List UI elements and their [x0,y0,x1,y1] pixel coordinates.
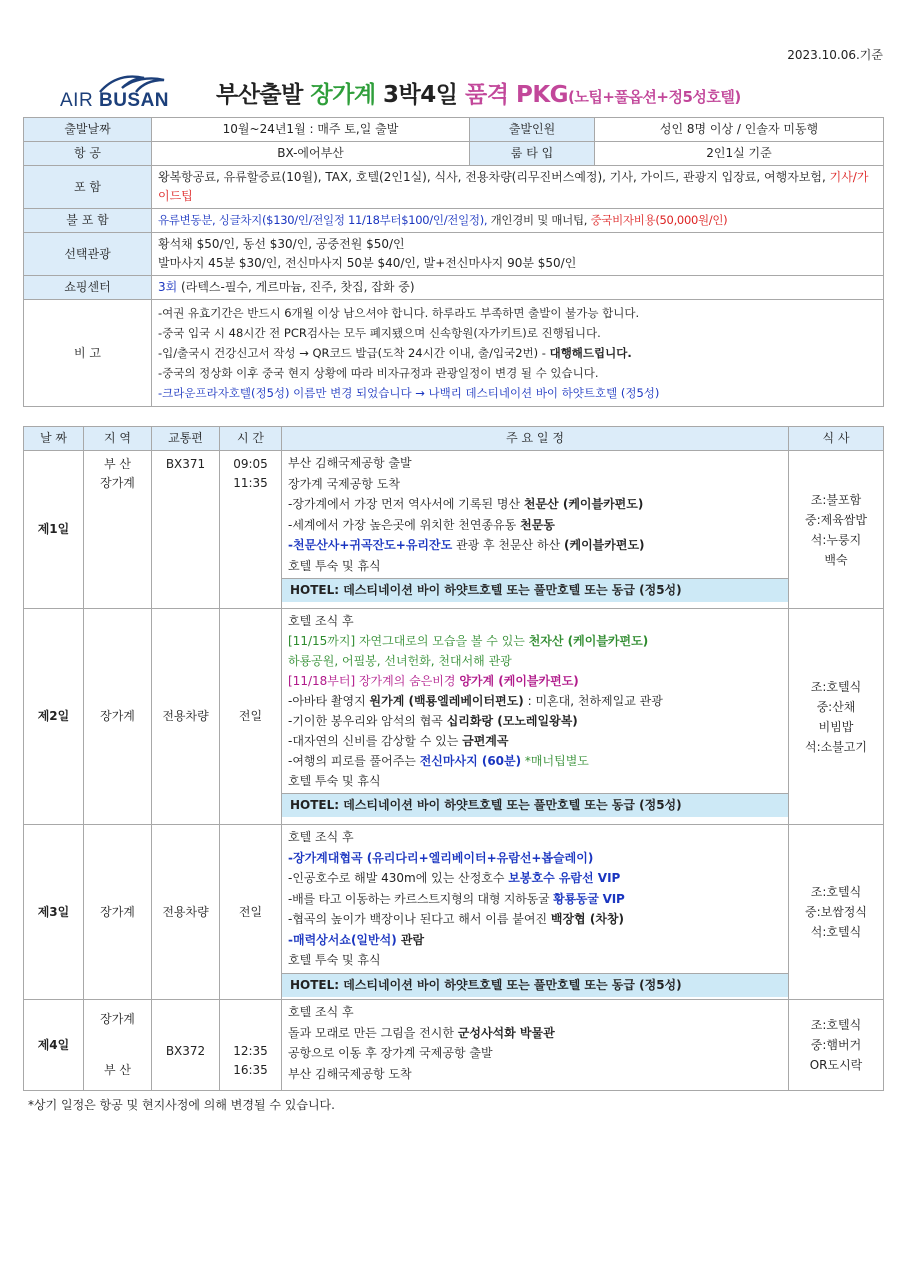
day2-meal4: 석:소불고기 [804,739,867,754]
reference-date: 2023.10.06.기준 [787,48,883,62]
include-tip: 기사/가이드팁 [158,170,869,203]
note-label: 비 고 [24,300,152,407]
footnote: *상기 일정은 항공 및 현지사정에 의해 변경될 수 있습니다. [28,1098,335,1112]
day2-label: 제2일 [24,609,84,825]
day3-time: 전일 [220,825,282,1000]
exclude-blue: 유류변동분, 싱글차지($130/인/전일정 11/18부터$100/인/전일정), [158,213,488,227]
exclude-label: 불 포 함 [24,209,152,233]
day2-line6-text: -기이한 봉우리와 암석의 협곡 [288,714,447,728]
note-3 [158,343,877,363]
day2-meal2: 중:산채 [816,699,856,714]
room-label: 룸 타 입 [470,142,595,166]
day3-line1: 호텔 조식 후 [288,830,354,844]
note-1: -여권 유효기간은 반드시 6개월 이상 남으셔야 합니다. 하루라도 부족하면 출발이 불가능 합니다. [158,306,640,320]
day3-line5-bold: 백장협 (차창) [550,912,624,926]
day4-line3: 공항으로 이동 후 장가계 국제공항 출발 [288,1046,493,1060]
air-value: BX-에어부산 [152,142,470,166]
day2-line1: 호텔 조식 후 [288,614,354,628]
day1-time2: 11:35 [233,476,268,490]
day3-line4 [288,889,782,910]
day4-transport: BX372 [152,1000,220,1091]
day2-region: 장가계 [84,609,152,825]
day1-line2: 장가계 국제공항 도착 [288,476,400,491]
note-4: -중국의 정상화 이후 중국 현지 상황에 따라 비자규정과 관광일정이 변경 될 수 있습니다. [158,366,599,380]
day1-line4-bold: 천문동 [520,517,555,532]
day1-label: 제1일 [24,451,84,609]
day1-meal2: 중:제육쌈밥 [804,512,867,527]
day2-line5-bold: 원가계 (백룡엘레베이터편도) [369,694,524,708]
day3-row [24,825,884,1000]
day2-line5-tail: : 미혼대, 천하제일교 관광 [523,694,663,708]
day1-meals [789,451,884,609]
title-part1: 부산출발 [216,82,311,108]
day4-region [84,1000,152,1091]
exclude-value [152,209,884,233]
day2-row [24,609,884,825]
day4-line4: 부산 김해국제공항 도착 [288,1066,412,1081]
shop-label: 쇼핑센터 [24,276,152,300]
day2-line2-bold: 천자산 (케이블카편도) [528,634,649,648]
col-transport: 교통편 [152,427,220,451]
day1-row [24,451,884,609]
day2-line2 [288,631,782,651]
day1-meal3: 석:누룽지 [810,532,862,547]
day1-line3-bold: 천문산 (케이블카편도) [523,497,644,511]
day3-line6 [288,930,782,951]
day1-region [84,451,152,609]
day1-schedule [282,451,789,609]
day3-line7: 호텔 투숙 및 휴식 [288,953,381,967]
col-time: 시 간 [220,427,282,451]
day3-label: 제3일 [24,825,84,1000]
title-part3: 3박4일 [375,82,466,108]
logo-air-text: AIR [60,90,94,111]
day3-line3 [288,868,782,889]
include-value [152,166,884,209]
day1-line3 [288,494,782,515]
day2-line7 [288,731,782,751]
day4-line1: 호텔 조식 후 [288,1005,354,1019]
info-table [23,117,884,407]
day3-line5-text: -협곡의 높이가 백장이나 된다고 해서 이름 붙여진 [288,912,551,926]
day3-hotel: HOTEL: 데스티네이션 바이 하얏트호텔 또는 풀만호텔 또는 동급 (정5성) [282,973,788,997]
day2-line3: 하룡공원, 어필봉, 선녀헌화, 천대서해 관광 [288,654,512,668]
title-part2: 장가계 [310,82,376,108]
day1-line5-text: 관광 후 천문산 하산 [452,538,565,552]
title-part4: 품격 PKG [465,82,569,108]
day2-line6 [288,711,782,731]
shop-value [152,276,884,300]
day1-region1: 부 산 [104,457,131,471]
day2-line7-bold: 금편계곡 [462,734,509,748]
note-3b: 대행해드립니다. [549,346,632,360]
day1-line5-blue: -천문산사+귀곡잔도+유리잔도 [288,538,453,552]
day3-line3-text: -인공호수로 해발 430m에 있는 산정호수 [288,871,509,885]
day2-line4 [288,671,782,691]
logo-busan-text: BUSAN [98,90,170,111]
day4-meal3: OR도시락 [809,1058,863,1072]
day2-line4-bold: 양가계 (케이블카편도) [459,674,579,688]
day1-time [220,451,282,609]
exclude-black: 개인경비 및 매너팁, [487,213,591,227]
day2-line6-bold: 십리화랑 (모노레일왕복) [446,714,578,728]
col-schedule: 주 요 일 정 [282,427,789,451]
day1-line1: 부산 김해국제공항 출발 [288,456,412,470]
day4-schedule [282,1000,789,1091]
day4-line2-bold: 군성사석화 박물관 [457,1025,555,1040]
day1-line6: 호텔 투숙 및 휴식 [288,558,381,573]
depart-value: 10월~24년1월 : 매주 토,일 출발 [152,118,470,142]
day2-line9: 호텔 투숙 및 휴식 [288,774,381,788]
day2-line7-text: -대자연의 신비를 감상할 수 있는 [288,734,463,748]
day2-hotel: HOTEL: 데스티네이션 바이 하얏트호텔 또는 풀만호텔 또는 동급 (정5성) [282,793,788,817]
day4-time2: 16:35 [233,1063,268,1077]
day1-transport: BX371 [152,451,220,609]
day2-transport: 전용차량 [152,609,220,825]
people-value: 성인 8명 이상 / 인솔자 미동행 [595,118,884,142]
day4-meal1: 조:호텔식 [810,1018,862,1032]
day2-schedule [282,609,789,825]
day3-line4-blue: 황룡동굴 VIP [553,891,625,906]
day3-transport: 전용차량 [152,825,220,1000]
day4-time1: 12:35 [233,1044,268,1058]
day3-meal3: 석:호텔식 [810,925,862,939]
day3-meal1: 조:호텔식 [810,885,862,899]
exclude-red: 중국비자비용(50,000원/인) [590,213,728,227]
day2-line4-text: [11/18부터] 장가계의 숨은비경 [288,674,460,688]
day4-line2 [288,1023,782,1044]
option-value [152,233,884,276]
day1-line4-text: -세계에서 가장 높은곳에 위치한 천연종유동 [288,517,521,532]
day1-line3-text: -장가계에서 가장 먼저 역사서에 기록된 명산 [288,497,524,511]
room-value: 2인1실 기준 [595,142,884,166]
include-text: 왕복항공료, 유류할증료(10월), TAX, 호텔(2인1실), 식사, 전용차량(리무진버스예정), 기사, 가이드, 관광지 입장료, 여행자보험, [158,170,830,184]
note-5: -크라운프라자호텔(정5성) 이름만 변경 되었습니다 → 나백리 데스티네이션 바이 하얏트호텔 (정5성) [158,386,660,400]
col-date: 날 짜 [24,427,84,451]
day2-time: 전일 [220,609,282,825]
day2-line8-text: -여행의 피로를 풀어주는 [288,754,420,768]
day4-meals [789,1000,884,1091]
day3-meals [789,825,884,1000]
shop-count: 3회 [158,280,178,294]
schedule-table [23,426,884,1091]
day4-line2-text: 돌과 모래로 만든 그림을 전시한 [288,1025,458,1040]
day1-line5-bold: (케이블카편도) [564,538,645,552]
day1-line4 [288,515,782,536]
day2-line5-text: -아바타 촬영지 [288,694,370,708]
option-line2: 발마사지 45분 $30/인, 전신마사지 50분 $40/인, 발+전신마사지 90분 $50/인 [158,256,577,270]
col-meal: 식 사 [789,427,884,451]
day3-schedule [282,825,789,1000]
day1-region2: 장가계 [100,476,135,490]
day3-line4-text: -배를 타고 이동하는 카르스트지형의 대형 지하동굴 [288,891,554,906]
day2-meals [789,609,884,825]
day4-region2: 부 산 [104,1063,131,1077]
col-region: 지 역 [84,427,152,451]
day2-line2-text: [11/15까지] 자연그대로의 모습을 볼 수 있는 [288,634,529,648]
day3-region: 장가계 [84,825,152,1000]
day3-line3-blue: 보봉호수 유람선 VIP [508,871,621,885]
day4-time [220,1000,282,1091]
day1-meal1: 조:불포함 [810,492,862,507]
day3-line2: -장가계대협곡 (유리다리+엘리베이터+유람선+봅슬레이) [288,850,594,865]
day1-line5 [288,535,782,556]
day2-meal3: 비빔밥 [818,719,854,734]
option-line1: 황석채 $50/인, 동선 $30/인, 공중전원 $50/인 [158,237,405,251]
day2-line8-blue: 전신마사지 (60분) [419,754,522,768]
day4-row [24,1000,884,1091]
page-title [216,76,741,109]
include-label: 포 함 [24,166,152,209]
day2-meal1: 조:호텔식 [810,679,862,694]
day4-region1: 장가계 [100,1012,135,1026]
day2-line8 [288,751,782,771]
day1-hotel: HOTEL: 데스티네이션 바이 하얏트호텔 또는 풀만호텔 또는 동급 (정5성) [282,578,788,602]
day3-line5 [288,909,782,930]
day1-meal4: 백숙 [824,552,848,567]
day1-time1: 09:05 [233,457,268,471]
title-part5: (노팁+풀옵션+정5성호텔) [568,88,741,106]
note-value [152,300,884,407]
note-3a: -입/출국시 건강신고서 작성 → QR코드 발급(도착 24시간 이내, 출/입국2번) - [158,346,550,360]
day4-label: 제4일 [24,1000,84,1091]
people-label: 출발인원 [470,118,595,142]
day3-line6-blue: -매력상서쇼(일반석) [288,932,397,947]
day3-line6-bold: 관람 [396,932,425,947]
day2-line8-green: *매너팁별도 [521,754,589,768]
day2-line5 [288,691,782,711]
day3-meal2: 중:보쌈정식 [804,905,867,919]
shop-text: (라텍스-필수, 게르마늄, 진주, 찻집, 잡화 중) [177,280,415,294]
note-2: -중국 입국 시 48시간 전 PCR검사는 모두 폐지됐으며 신속항원(자가키트)로 진행됩니다. [158,326,601,340]
air-label: 항 공 [24,142,152,166]
option-label: 선택관광 [24,233,152,276]
depart-label: 출발날짜 [24,118,152,142]
day4-meal2: 중:햄버거 [810,1038,862,1052]
air-busan-logo [60,72,180,112]
